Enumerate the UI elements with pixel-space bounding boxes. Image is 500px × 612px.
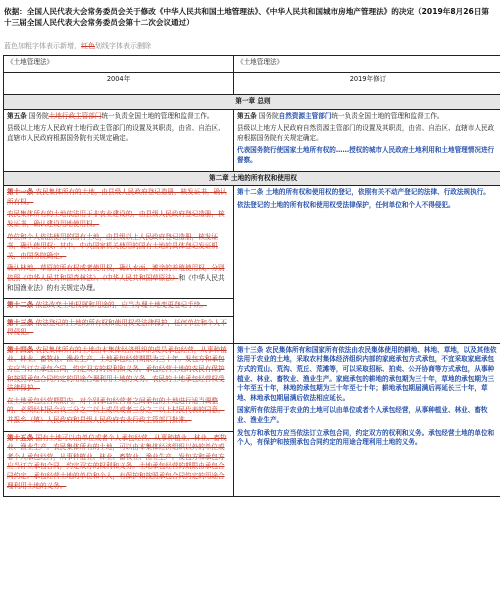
article-text: 农民集体所有和国家所有依法由农民集体使用的耕地、林地、草地，以及其他依法用于农业的土地，采取农村集体经济组织内部的家庭承包方式承包，不宜采取家庭承包方式的荒山、荒沟、荒丘、荒滩等，可以采取招标、拍卖、公开协商等方式承包，从事种植业、林业、畜牧业、渔业生产。家庭承包的耕地的承包期为三十年，草地的承包期为三十年至五十年，林地的承包期为三十年至七十年；耕地承包期届满后再延长三十年，草地、林地承包期届满后依法相应延长。 (237, 345, 497, 402)
article-cell-left (4, 186, 234, 299)
added-paragraph (237, 346, 499, 404)
article-number: 第十三条 (237, 345, 264, 354)
article-paragraph: 县级以上地方人民政府土地行政主管部门的设置及其职责，由省、自治区、直辖市人民政府根据国务院有关规定确定。 (7, 124, 225, 142)
article-cell-left (4, 343, 234, 431)
article-text: 农民集体所有的土地由本集体经济组织的成员承包经营，从事种植业、林业、畜牧业、渔业生产。土地承包经营期限为三十年。发包方和承包方应当订立承包合同，约定双方的权利和义务。承包经营土地的农民有保护和按照承包合同约定的用途合理利用土地的义务。农民的土地承包经营权受法律保护。 (7, 345, 227, 393)
deleted-paragraph (7, 301, 230, 311)
article-row (4, 109, 500, 171)
article-cell-right (234, 186, 500, 344)
deleted-paragraph (7, 188, 230, 207)
deleted-text: 土地行政主管部门 (48, 111, 102, 120)
article-row (4, 186, 500, 299)
comparison-table (3, 55, 500, 497)
article-text: 统一负责全国土地的管理和监督工作。 (331, 111, 444, 120)
article-row (4, 343, 500, 431)
article-paragraph (7, 264, 230, 293)
article-number: 第五条 (237, 111, 257, 120)
article-number: 第十二条 (237, 188, 264, 197)
article-text: 国务院 (258, 111, 279, 120)
article-cell-left (4, 109, 234, 171)
added-paragraph (237, 188, 499, 198)
version-left: 2004年 (4, 73, 234, 95)
deleted-paragraph: 在土地承包经营期限内，对个别承包经营者之间承包的土地进行适当调整的，必须经村民会议三分之二以上成员或者三分之二以上村民代表的同意，并报乡（镇）人民政府和县级人民政府农业行政主管部门批准。 (7, 396, 225, 425)
legend-tail: 划线字体表示删除 (95, 42, 151, 50)
article-text: 依法登记的土地的所有权和使用权受法律保护，任何单位和个人不得侵犯。 (7, 318, 227, 337)
added-text: 自然资源主管部门 (278, 111, 332, 120)
added-paragraph: 发包方和承包方应当依法订立承包合同，约定双方的权利和义务。承包经营土地的单位和个人，有保护和按照承包合同约定的用途合理利用土地的义务。 (237, 428, 495, 447)
article-text: 农民集体所有的土地，由县级人民政府登记造册，核发证书，确认所有权。 (7, 188, 227, 206)
article-text: 国务院 (28, 111, 49, 120)
article-number: 第十二条 (7, 301, 34, 310)
legend-note (4, 41, 151, 51)
deleted-paragraph (7, 434, 230, 492)
article-text: 国有土地可以由单位或者个人承包经营，从事种植业、林业、畜牧业、渔业生产。农民集体所有的土地，可以由本集体经济组织以外的单位或者个人承包经营，从事种植业、林业、畜牧业、渔业生产。发包方和承包方应当订立承包合同，约定双方的权利和义务。土地承包经营的期限由承包合同约定。承包经营土地的单位和个人，有保护和按照承包合同约定的用途合理利用土地的义务。 (7, 433, 227, 490)
deleted-paragraph: 农民集体所有的土地依法用于非农业建设的，由县级人民政府登记造册，核发证书，确认建设用地使用权。 (7, 210, 225, 228)
deleted-paragraph (7, 346, 230, 394)
chapter-heading: 第二章 土地的所有权和使用权 (4, 171, 500, 186)
version-right: 2019年修订 (234, 73, 500, 95)
article-cell-right (234, 109, 500, 171)
added-paragraph: 代表国务院行使国家土地所有权的……授权的城市人民政府土地利用和土地管理情况进行督察。 (237, 146, 495, 164)
version-row (4, 73, 500, 95)
legend-lead: 蓝色加粗字体表示新增， (4, 42, 81, 50)
article-text: 土地的所有权和使用权的登记，依照有关不动产登记的法律、行政法规执行。 (265, 188, 490, 197)
law-name-row (4, 56, 500, 73)
article-number: 第十四条 (7, 345, 34, 354)
article-text: 和《中华人民共和国渔业法》的有关规定办理。 (7, 273, 225, 292)
article-cell-left (4, 316, 234, 343)
article-paragraph (237, 112, 499, 122)
deleted-paragraph (7, 319, 230, 338)
legend-red-word: 红色 (81, 42, 95, 50)
article-cell-left (4, 299, 234, 317)
article-cell-left (4, 431, 234, 497)
article-text: 依法改变土地权属和用途的，应当办理土地变更登记手续。 (35, 301, 207, 310)
deleted-text: 确认林地、草原的所有权或者使用权，确认水面、滩涂的养殖使用权，分别依照《中华人民共和国森林法》、《中华人民共和国草原法》 (7, 264, 225, 282)
article-cell-right (234, 343, 500, 496)
chapter-heading: 第一章 总则 (4, 95, 500, 110)
article-paragraph (7, 112, 230, 122)
article-number: 第十五条 (7, 433, 34, 442)
added-paragraph: 国家所有依法用于农业的土地可以由单位或者个人承包经营，从事种植业、林业、畜牧业、渔业生产。 (237, 406, 488, 425)
law-name-left: 《土地管理法》 (4, 56, 234, 73)
article-text: 统一负责全国土地的管理和监督工作。 (101, 111, 214, 120)
deleted-paragraph: 单位和个人依法使用的国有土地，由县级以上人民政府登记造册，核发证书，确认使用权；其中，中央国家机关使用的国有土地的具体登记发证机关，由国务院确定。 (7, 232, 218, 260)
article-number: 第五条 (7, 111, 27, 120)
chapter-row (4, 95, 500, 110)
article-number: 第十一条 (7, 188, 34, 197)
chapter-row (4, 171, 500, 186)
article-number: 第十三条 (7, 318, 34, 327)
basis-heading: 依据：全国人民代表大会常务委员会关于修改《中华人民共和国土地管理法》、《中华人民共和国城市房地产管理法》的决定（2019年8月26日第十三届全国人民代表大会常务委员会第十二次会议通过） (4, 7, 490, 27)
law-name-right: 《土地管理法》 (234, 56, 500, 73)
added-paragraph: 依法登记的土地的所有权和使用权受法律保护，任何单位和个人不得侵犯。 (237, 200, 455, 209)
article-paragraph: 县级以上地方人民政府自然资源主管部门的设置及其职责，由省、自治区、直辖市人民政府根据国务院有关规定确定。 (237, 124, 495, 142)
